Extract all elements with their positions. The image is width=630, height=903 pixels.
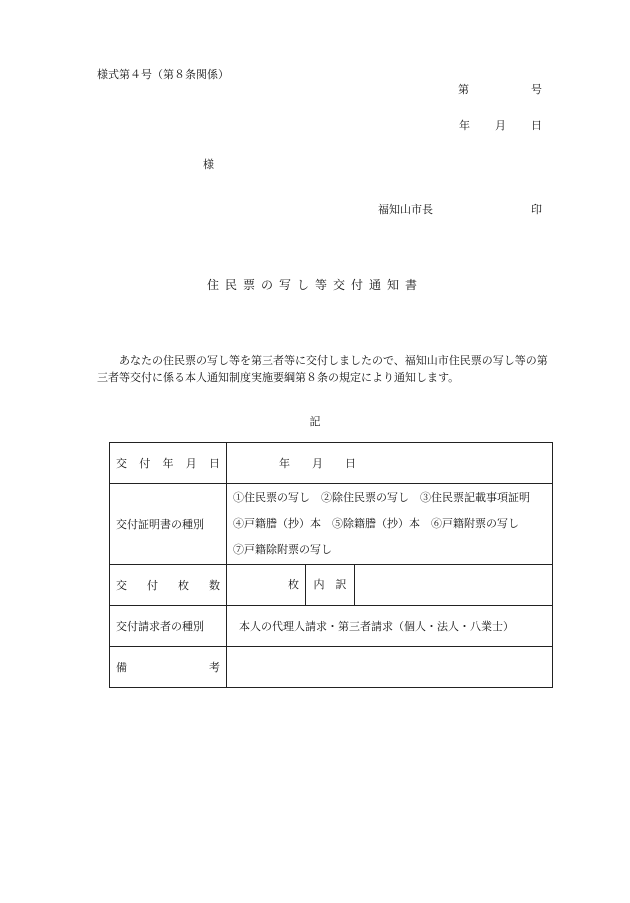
breakdown-field[interactable] [355, 565, 552, 605]
table-row [110, 647, 553, 688]
table-row [110, 484, 553, 565]
remarks-label: 備 考 [110, 647, 227, 688]
count-cell [227, 565, 553, 606]
cert-type-label: 交付証明書の種別 [110, 484, 227, 565]
number-prefix: 第 [458, 83, 469, 96]
cert-type-line: ④戸籍謄（抄）本 ⑤除籍謄（抄）本 ⑥戸籍附票の写し [233, 517, 519, 530]
count-unit: 枚 [288, 578, 299, 591]
requester-label: 交付請求者の種別 [110, 606, 227, 647]
table-row [110, 443, 553, 484]
cert-type-line: ①住民票の写し ②除住民票の写し ③住民票記載事項証明 [233, 491, 530, 504]
date-month: 月 [495, 119, 506, 132]
issue-date-label: 交 付 年 月 日 [110, 443, 227, 484]
date-year: 年 [459, 119, 470, 132]
table-row [110, 606, 553, 647]
issue-date-value: 年 月 日 [227, 443, 553, 484]
breakdown-label: 内 訳 [305, 565, 355, 605]
notice-table [109, 442, 553, 688]
body-text: あなたの住民票の写し等を第三者等に交付しましたので、福知山市住民票の写し等の第三者等交付に係る本人通知制度実施要綱第８条の規定により通知します。 [97, 354, 548, 384]
document-title: 住民票の写し等交付通知書 [206, 278, 423, 292]
table-row [110, 565, 553, 606]
ki-heading: 記 [309, 415, 321, 428]
date-day: 日 [531, 119, 542, 132]
cert-type-line: ⑦戸籍除附票の写し [233, 543, 332, 556]
addressee-suffix: 様 [203, 158, 214, 171]
issuer-name: 福知山市長 [378, 203, 433, 216]
cert-type-options [227, 484, 553, 565]
form-number: 様式第４号（第８条関係） [97, 68, 229, 81]
remarks-field[interactable] [227, 647, 553, 688]
seal-mark: 印 [531, 203, 542, 216]
count-label: 交 付 枚 数 [110, 565, 227, 606]
requester-value: 本人の代理人請求・第三者請求（個人・法人・八業士） [227, 606, 553, 647]
number-suffix: 号 [531, 83, 542, 96]
